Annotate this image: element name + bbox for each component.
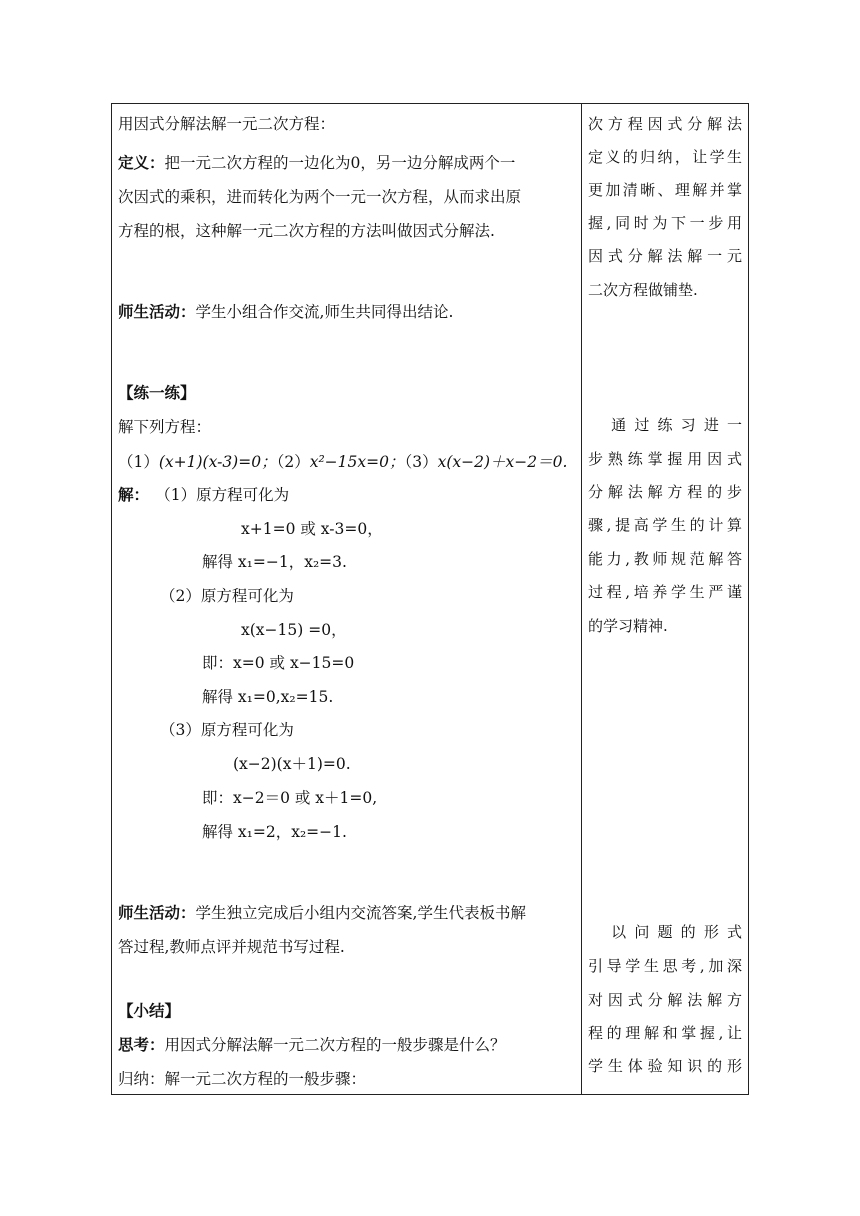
s3-a: （3）原方程可化为	[160, 721, 294, 739]
think-text: 用因式分解法解一元二次方程的一般步骤是什么？	[164, 1036, 506, 1054]
note3-line: 学生体验知识的形	[588, 1057, 742, 1075]
conclude-line: 归纳：解一元二次方程的一般步骤：	[118, 1070, 367, 1088]
think-label: 思考：	[118, 1036, 165, 1054]
practice-heading: 【练一练】	[118, 384, 196, 402]
note2-line: 步熟练掌握用因式	[588, 450, 742, 468]
note3-line: 对因式分解法解方	[588, 991, 742, 1009]
activity-text-2a: 学生独立完成后小组内交流答案,学生代表板书解	[195, 904, 526, 922]
s1-a: （1）原方程可化为	[163, 486, 290, 504]
summary-heading: 【小结】	[118, 1002, 181, 1020]
intro-line: 用因式分解法解一元二次方程：	[118, 115, 336, 133]
solution-line-1	[118, 485, 289, 505]
note2-line: 骤,提高学生的计算	[588, 516, 742, 534]
equations-line	[118, 452, 567, 472]
practice-prompt: 解下列方程：	[118, 418, 212, 436]
s2-a: （2）原方程可化为	[160, 587, 294, 605]
content-column	[118, 104, 578, 1094]
s3-d: 解得 x₁=2，x₂=−1.	[202, 823, 347, 841]
note3-line: 以问题的形式	[588, 923, 742, 941]
s3-c: 即：x−2＝0 或 x＋1=0,	[202, 789, 378, 807]
eq1: (x+1)(x-3)=0；	[158, 453, 277, 471]
activity-line-2	[118, 903, 526, 923]
activity-label-2: 师生活动：	[118, 904, 196, 922]
note1-line: 因式分解法解一元	[588, 247, 742, 265]
activity-label-1: 师生活动：	[118, 303, 196, 321]
note2-line: 过程,培养学生严谨	[588, 583, 742, 601]
eq1-number: （1）	[118, 453, 159, 471]
eq2-number: （2）	[276, 453, 310, 471]
note2-line: 分解法解方程的步	[588, 483, 742, 501]
definition-line-2: 次因式的乘积，进而转化为两个一元一次方程，从而求出原	[118, 188, 522, 206]
note1-line: 次方程因式分解法	[588, 115, 742, 133]
s3-b: (x−2)(x＋1)=0.	[233, 755, 351, 773]
s2-b: x(x−15) =0，	[241, 621, 347, 639]
note2-line: 通过练习进一	[588, 416, 742, 434]
note2-line: 的学习精神.	[588, 617, 668, 635]
eq3: x(x−2)＋x−2＝0.	[437, 453, 568, 471]
eq3-number: （3）	[404, 453, 438, 471]
note3-line: 程的理解和掌握,让	[588, 1024, 742, 1042]
note2-line: 能力,教师规范解答	[588, 550, 742, 568]
eq2: x²−15x=0；	[309, 453, 405, 471]
notes-column	[588, 104, 744, 1094]
solution-label: 解：	[118, 486, 150, 504]
s1-b: x+1=0 或 x-3=0，	[241, 520, 383, 538]
note1-line: 定义的归纳，让学生	[588, 148, 742, 166]
s2-c: 即：x=0 或 x−15=0	[202, 654, 355, 672]
note1-line: 更加清晰、理解并掌	[588, 181, 742, 199]
definition-line-1	[118, 153, 515, 173]
lesson-table	[111, 103, 749, 1095]
activity-line-1	[118, 302, 453, 322]
think-line	[118, 1035, 506, 1055]
definition-label: 定义：	[118, 154, 165, 172]
activity-text-2b: 答过程,教师点评并规范书写过程.	[118, 938, 345, 956]
note3-line: 引导学生思考,加深	[588, 957, 742, 975]
s1-c: 解得 x₁=−1，x₂=3.	[202, 553, 347, 571]
s2-d: 解得 x₁=0,x₂=15.	[202, 688, 334, 706]
column-divider	[581, 104, 582, 1094]
definition-line-3: 方程的根，这种解一元二次方程的方法叫做因式分解法.	[118, 222, 495, 240]
definition-text-1: 把一元二次方程的一边化为0，另一边分解成两个一	[164, 154, 516, 172]
activity-text-1: 学生小组合作交流,师生共同得出结论.	[195, 303, 454, 321]
note1-line: 二次方程做铺垫.	[588, 281, 698, 299]
note1-line: 握,同时为下一步用	[588, 214, 742, 232]
